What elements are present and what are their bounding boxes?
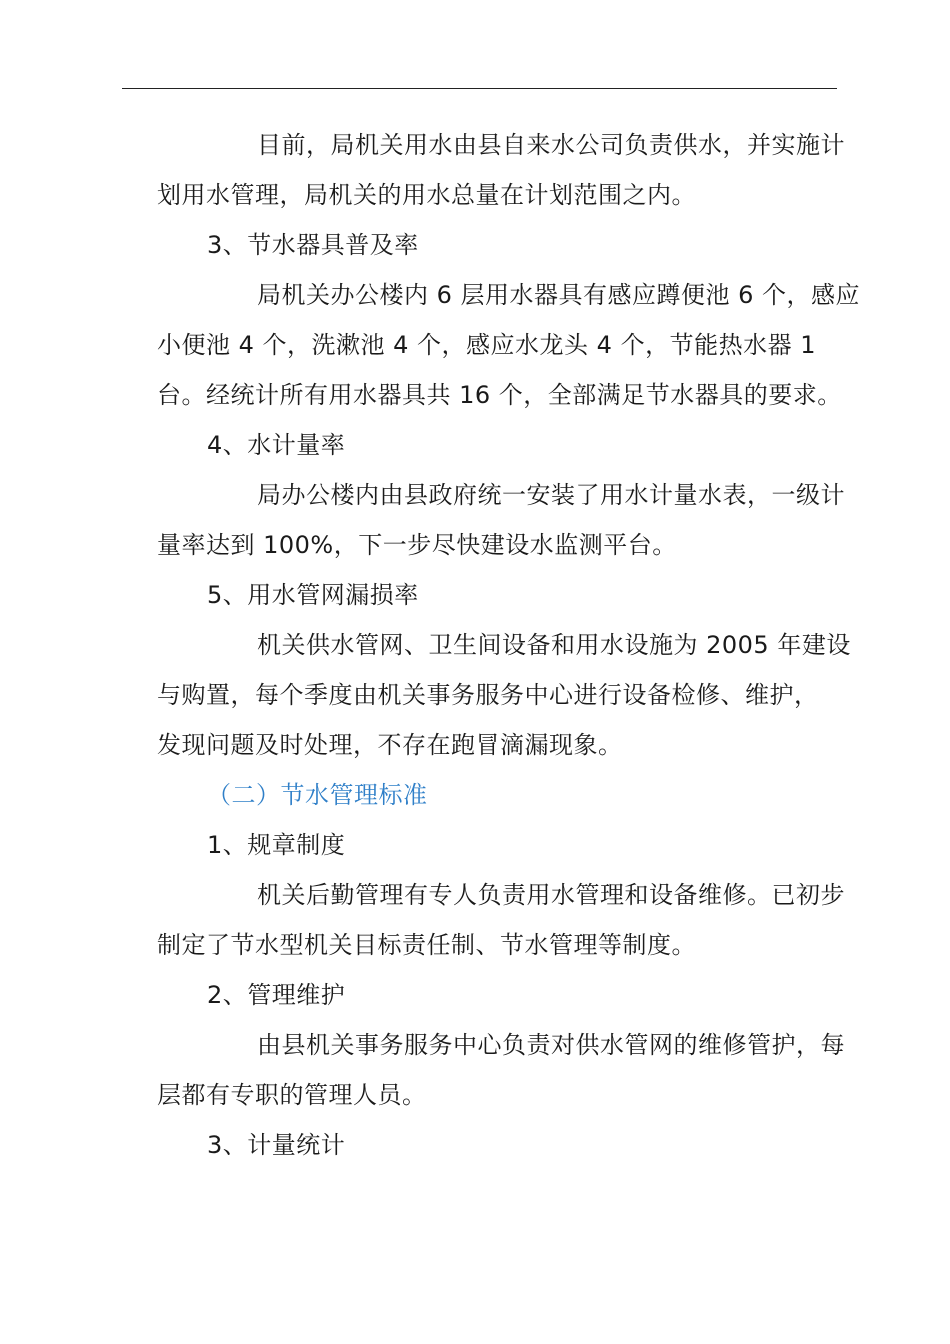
paragraph-line: 小便池 4 个，洗漱池 4 个，感应水龙头 4 个，节能热水器 1 xyxy=(157,331,816,359)
subsection-heading: 1、规章制度 xyxy=(207,831,346,859)
document-body xyxy=(157,120,861,1170)
paragraph xyxy=(157,870,857,970)
paragraph xyxy=(157,1020,857,1120)
paragraph-line: 发现问题及时处理，不存在跑冒滴漏现象。 xyxy=(157,731,623,759)
subsection-heading: 4、水计量率 xyxy=(207,431,346,459)
paragraph-line: 与购置，每个季度由机关事务服务中心进行设备检修、维护， xyxy=(157,681,819,709)
paragraph xyxy=(157,120,857,220)
paragraph-line: 划用水管理，局机关的用水总量在计划范围之内。 xyxy=(157,181,696,209)
header-rule xyxy=(122,88,837,89)
paragraph-line: 制定了节水型机关目标责任制、节水管理等制度。 xyxy=(157,931,696,959)
subsection-heading: 5、用水管网漏损率 xyxy=(207,581,419,609)
paragraph xyxy=(157,470,857,570)
section-heading: （二）节水管理标准 xyxy=(207,781,428,809)
paragraph-line: 目前，局机关用水由县自来水公司负责供水，并实施计 xyxy=(257,131,845,159)
paragraph-line: 机关后勤管理有专人负责用水管理和设备维修。已初步 xyxy=(257,881,845,909)
paragraph-line: 层都有专职的管理人员。 xyxy=(157,1081,427,1109)
subsection-heading: 3、节水器具普及率 xyxy=(207,231,419,259)
paragraph-line: 由县机关事务服务中心负责对供水管网的维修管护，每 xyxy=(257,1031,845,1059)
paragraph-line: 局办公楼内由县政府统一安装了用水计量水表，一级计 xyxy=(257,481,845,509)
paragraph-line: 量率达到 100%，下一步尽快建设水监测平台。 xyxy=(157,531,677,559)
subsection-heading: 2、管理维护 xyxy=(207,981,346,1009)
paragraph xyxy=(157,270,861,420)
paragraph-line: 局机关办公楼内 6 层用水器具有感应蹲便池 6 个，感应 xyxy=(257,281,861,309)
paragraph xyxy=(157,620,857,770)
subsection-heading: 3、计量统计 xyxy=(207,1131,346,1159)
paragraph-line: 台。经统计所有用水器具共 16 个，全部满足节水器具的要求。 xyxy=(157,381,842,409)
paragraph-line: 机关供水管网、卫生间设备和用水设施为 2005 年建设 xyxy=(257,631,851,659)
